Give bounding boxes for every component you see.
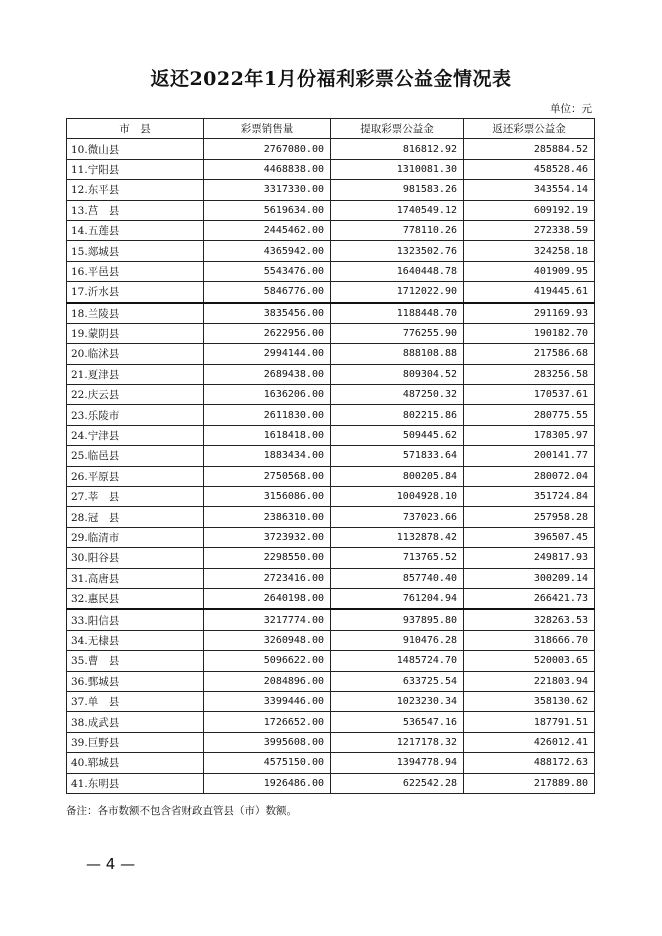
cell-sales: 3317330.00 bbox=[204, 180, 331, 200]
cell-sales: 1926486.00 bbox=[204, 773, 331, 793]
table-row bbox=[67, 691, 595, 711]
table-row bbox=[67, 630, 595, 650]
cell-extracted-fund: 1132878.42 bbox=[331, 527, 464, 547]
cell-returned-fund: 419445.61 bbox=[464, 282, 595, 303]
cell-extracted-fund: 761204.94 bbox=[331, 588, 464, 609]
cell-returned-fund: 221803.94 bbox=[464, 671, 595, 691]
cell-extracted-fund: 802215.86 bbox=[331, 405, 464, 425]
cell-sales: 4365942.00 bbox=[204, 241, 331, 261]
table-row bbox=[67, 220, 595, 240]
cell-returned-fund: 285884.52 bbox=[464, 139, 595, 159]
cell-extracted-fund: 536547.16 bbox=[331, 712, 464, 732]
table-row bbox=[67, 139, 595, 159]
cell-sales: 3835456.00 bbox=[204, 303, 331, 324]
table-row bbox=[67, 487, 595, 507]
cell-sales: 2445462.00 bbox=[204, 220, 331, 240]
table-row bbox=[67, 712, 595, 732]
cell-county: 25.临邑县 bbox=[67, 446, 204, 466]
page-title: 返还2022年1月份福利彩票公益金情况表 bbox=[150, 68, 512, 90]
cell-sales: 5543476.00 bbox=[204, 261, 331, 281]
table-row bbox=[67, 527, 595, 547]
table-row bbox=[67, 261, 595, 281]
cell-county: 36.鄄城县 bbox=[67, 671, 204, 691]
table-row bbox=[67, 568, 595, 588]
cell-sales: 3156086.00 bbox=[204, 487, 331, 507]
table-row bbox=[67, 425, 595, 445]
cell-extracted-fund: 509445.62 bbox=[331, 425, 464, 445]
cell-extracted-fund: 910476.28 bbox=[331, 630, 464, 650]
cell-returned-fund: 257958.28 bbox=[464, 507, 595, 527]
cell-returned-fund: 343554.14 bbox=[464, 180, 595, 200]
cell-extracted-fund: 487250.32 bbox=[331, 385, 464, 405]
cell-returned-fund: 217889.80 bbox=[464, 773, 595, 793]
cell-county: 12.东平县 bbox=[67, 180, 204, 200]
header-returned-fund: 返还彩票公益金 bbox=[464, 119, 595, 139]
cell-extracted-fund: 1640448.78 bbox=[331, 261, 464, 281]
cell-returned-fund: 178305.97 bbox=[464, 425, 595, 445]
cell-county: 19.蒙阴县 bbox=[67, 323, 204, 343]
cell-returned-fund: 280775.55 bbox=[464, 405, 595, 425]
cell-county: 29.临清市 bbox=[67, 527, 204, 547]
cell-extracted-fund: 633725.54 bbox=[331, 671, 464, 691]
table-body bbox=[67, 139, 595, 794]
cell-extracted-fund: 1004928.10 bbox=[331, 487, 464, 507]
cell-returned-fund: 609192.19 bbox=[464, 200, 595, 220]
cell-sales: 5846776.00 bbox=[204, 282, 331, 303]
cell-county: 17.沂水县 bbox=[67, 282, 204, 303]
cell-extracted-fund: 1217178.32 bbox=[331, 732, 464, 752]
cell-county: 33.阳信县 bbox=[67, 609, 204, 630]
cell-county: 14.五莲县 bbox=[67, 220, 204, 240]
table-row bbox=[67, 282, 595, 303]
cell-county: 21.夏津县 bbox=[67, 364, 204, 384]
cell-extracted-fund: 1712022.90 bbox=[331, 282, 464, 303]
cell-county: 20.临沭县 bbox=[67, 344, 204, 364]
cell-sales: 2640198.00 bbox=[204, 588, 331, 609]
cell-county: 41.东明县 bbox=[67, 773, 204, 793]
cell-county: 38.成武县 bbox=[67, 712, 204, 732]
table-row bbox=[67, 364, 595, 384]
cell-sales: 3217774.00 bbox=[204, 609, 331, 630]
table-row bbox=[67, 303, 595, 324]
cell-extracted-fund: 1740549.12 bbox=[331, 200, 464, 220]
cell-extracted-fund: 1394778.94 bbox=[331, 753, 464, 773]
cell-sales: 1883434.00 bbox=[204, 446, 331, 466]
table-row bbox=[67, 159, 595, 179]
cell-sales: 5096622.00 bbox=[204, 651, 331, 671]
table-row bbox=[67, 200, 595, 220]
table-row bbox=[67, 466, 595, 486]
cell-county: 27.莘 县 bbox=[67, 487, 204, 507]
table-row bbox=[67, 753, 595, 773]
cell-extracted-fund: 622542.28 bbox=[331, 773, 464, 793]
cell-extracted-fund: 816812.92 bbox=[331, 139, 464, 159]
cell-sales: 4468838.00 bbox=[204, 159, 331, 179]
table-row bbox=[67, 773, 595, 793]
cell-extracted-fund: 1310081.30 bbox=[331, 159, 464, 179]
cell-returned-fund: 488172.63 bbox=[464, 753, 595, 773]
cell-sales: 4575150.00 bbox=[204, 753, 331, 773]
table-row bbox=[67, 405, 595, 425]
table-row bbox=[67, 344, 595, 364]
cell-extracted-fund: 713765.52 bbox=[331, 548, 464, 568]
cell-county: 31.高唐县 bbox=[67, 568, 204, 588]
cell-county: 32.惠民县 bbox=[67, 588, 204, 609]
cell-sales: 3995608.00 bbox=[204, 732, 331, 752]
table-row bbox=[67, 323, 595, 343]
cell-returned-fund: 300209.14 bbox=[464, 568, 595, 588]
cell-returned-fund: 324258.18 bbox=[464, 241, 595, 261]
cell-returned-fund: 272338.59 bbox=[464, 220, 595, 240]
table-row bbox=[67, 507, 595, 527]
cell-returned-fund: 351724.84 bbox=[464, 487, 595, 507]
table-row bbox=[67, 732, 595, 752]
cell-returned-fund: 170537.61 bbox=[464, 385, 595, 405]
cell-county: 40.郓城县 bbox=[67, 753, 204, 773]
cell-extracted-fund: 857740.40 bbox=[331, 568, 464, 588]
table-row bbox=[67, 385, 595, 405]
cell-sales: 2689438.00 bbox=[204, 364, 331, 384]
cell-sales: 3260948.00 bbox=[204, 630, 331, 650]
table-row bbox=[67, 446, 595, 466]
cell-returned-fund: 328263.53 bbox=[464, 609, 595, 630]
table-row bbox=[67, 548, 595, 568]
cell-extracted-fund: 888108.88 bbox=[331, 344, 464, 364]
cell-extracted-fund: 800205.84 bbox=[331, 466, 464, 486]
cell-extracted-fund: 778110.26 bbox=[331, 220, 464, 240]
cell-county: 30.阳谷县 bbox=[67, 548, 204, 568]
cell-sales: 2767080.00 bbox=[204, 139, 331, 159]
cell-county: 15.郯城县 bbox=[67, 241, 204, 261]
cell-returned-fund: 291169.93 bbox=[464, 303, 595, 324]
header-county: 市 县 bbox=[67, 119, 204, 139]
footnote: 备注：各市数额不包含省财政直管县（市）数额。 bbox=[66, 805, 297, 817]
cell-sales: 1618418.00 bbox=[204, 425, 331, 445]
cell-returned-fund: 249817.93 bbox=[464, 548, 595, 568]
cell-sales: 3723932.00 bbox=[204, 527, 331, 547]
cell-county: 13.莒 县 bbox=[67, 200, 204, 220]
cell-sales: 3399446.00 bbox=[204, 691, 331, 711]
cell-sales: 2298550.00 bbox=[204, 548, 331, 568]
cell-sales: 2386310.00 bbox=[204, 507, 331, 527]
cell-extracted-fund: 737023.66 bbox=[331, 507, 464, 527]
cell-extracted-fund: 937895.80 bbox=[331, 609, 464, 630]
cell-sales: 2622956.00 bbox=[204, 323, 331, 343]
cell-sales: 1636206.00 bbox=[204, 385, 331, 405]
cell-county: 18.兰陵县 bbox=[67, 303, 204, 324]
cell-county: 10.微山县 bbox=[67, 139, 204, 159]
cell-returned-fund: 283256.58 bbox=[464, 364, 595, 384]
cell-returned-fund: 217586.68 bbox=[464, 344, 595, 364]
cell-county: 28.冠 县 bbox=[67, 507, 204, 527]
cell-county: 24.宁津县 bbox=[67, 425, 204, 445]
cell-sales: 2750568.00 bbox=[204, 466, 331, 486]
table-row bbox=[67, 671, 595, 691]
cell-extracted-fund: 1323502.76 bbox=[331, 241, 464, 261]
cell-returned-fund: 358130.62 bbox=[464, 691, 595, 711]
cell-returned-fund: 520003.65 bbox=[464, 651, 595, 671]
table-row bbox=[67, 180, 595, 200]
table-row bbox=[67, 651, 595, 671]
cell-returned-fund: 396507.45 bbox=[464, 527, 595, 547]
header-sales: 彩票销售量 bbox=[204, 119, 331, 139]
page-number: — 4 — bbox=[86, 855, 136, 873]
cell-county: 16.平邑县 bbox=[67, 261, 204, 281]
table-header-row bbox=[67, 119, 595, 139]
cell-sales: 5619634.00 bbox=[204, 200, 331, 220]
cell-extracted-fund: 1023230.34 bbox=[331, 691, 464, 711]
cell-extracted-fund: 1485724.70 bbox=[331, 651, 464, 671]
cell-extracted-fund: 981583.26 bbox=[331, 180, 464, 200]
cell-county: 23.乐陵市 bbox=[67, 405, 204, 425]
table-row bbox=[67, 241, 595, 261]
table-row bbox=[67, 609, 595, 630]
cell-county: 39.巨野县 bbox=[67, 732, 204, 752]
cell-returned-fund: 458528.46 bbox=[464, 159, 595, 179]
cell-county: 26.平原县 bbox=[67, 466, 204, 486]
cell-county: 34.无棣县 bbox=[67, 630, 204, 650]
cell-returned-fund: 318666.70 bbox=[464, 630, 595, 650]
cell-county: 22.庆云县 bbox=[67, 385, 204, 405]
cell-extracted-fund: 1188448.70 bbox=[331, 303, 464, 324]
cell-returned-fund: 190182.70 bbox=[464, 323, 595, 343]
unit-label: 单位：元 bbox=[550, 103, 592, 115]
cell-sales: 2723416.00 bbox=[204, 568, 331, 588]
cell-sales: 1726652.00 bbox=[204, 712, 331, 732]
lottery-fund-table bbox=[66, 118, 595, 794]
cell-sales: 2084896.00 bbox=[204, 671, 331, 691]
cell-sales: 2611830.00 bbox=[204, 405, 331, 425]
cell-returned-fund: 401909.95 bbox=[464, 261, 595, 281]
header-extracted-fund: 提取彩票公益金 bbox=[331, 119, 464, 139]
cell-extracted-fund: 776255.90 bbox=[331, 323, 464, 343]
cell-extracted-fund: 571833.64 bbox=[331, 446, 464, 466]
cell-county: 37.单 县 bbox=[67, 691, 204, 711]
cell-sales: 2994144.00 bbox=[204, 344, 331, 364]
cell-returned-fund: 426012.41 bbox=[464, 732, 595, 752]
cell-county: 11.宁阳县 bbox=[67, 159, 204, 179]
table-row bbox=[67, 588, 595, 609]
cell-returned-fund: 266421.73 bbox=[464, 588, 595, 609]
cell-county: 35.曹 县 bbox=[67, 651, 204, 671]
cell-returned-fund: 187791.51 bbox=[464, 712, 595, 732]
cell-returned-fund: 200141.77 bbox=[464, 446, 595, 466]
cell-returned-fund: 280072.04 bbox=[464, 466, 595, 486]
cell-extracted-fund: 809304.52 bbox=[331, 364, 464, 384]
